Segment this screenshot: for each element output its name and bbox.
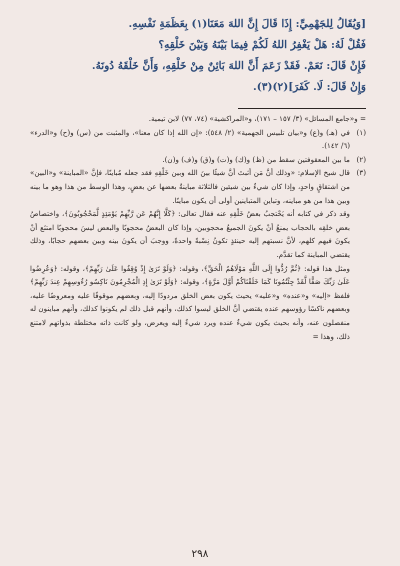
footnote <box>30 112 366 126</box>
footnotes <box>30 112 366 343</box>
footnote <box>30 153 366 167</box>
main-line: وَإِنْ قَالَ: لَا. كَفَرَ](٢)(٣). <box>253 81 366 93</box>
footnote-text: وقد ذكر في كتابه أنه يَحْتجبُ بعضُ خَلْقِهِ عنه فقال تعالى: ﴿كَلَّا إِنَّهُمْ عَن رَّبِّهِمْ يَوْمَئِذٍ لَّمَحْجُوبُونَ﴾، واختصاصُ بعضِ خلقِه بالحجاب يمنعُ أنْ يكونَ الجميعُ محجوبين، وإذا كان البعضُ محجوبًا والبعض ليسَ محجوبًا امتنَع أنْ يكونَ فيهم كلهم، لأنَّ نسبتهم إليه حينئذٍ تكونُ نِسْبةً واحدةً، ووجبَ أن يكونَ بينه وبين بعضهم حجابًا، وذلك يقتضي المباينة كما تقدَّم. <box>30 209 350 259</box>
main-line: [وَيُقَالُ لِلجَهْمِيِّ: إِذَا قَالَ إِنَّ اللهَ مَعَنَا(١) بِعَظَمَةِ نَفْسِهِ. <box>128 18 366 30</box>
footnote-text: في (هـ) و(ع) و«بيان تلبيس الجهمية» (٢/ ٥٤٨): «إن الله إذا كان معنا»، والمثبت من (س) و(ح) و«الدرء» (٦/ ١٤٢). <box>30 127 350 151</box>
footnote-text: = و«جامع المسائل» (٣/ ١٥٧ – ١٧١)، و«المراكشية» (٧٤، ٧٧) لابن تيمية. <box>148 114 366 123</box>
divider-line <box>238 108 366 109</box>
footnote <box>30 126 366 153</box>
footnote-number: (٣) <box>356 168 366 178</box>
footnote-divider <box>30 102 366 112</box>
footnote-paragraph <box>30 262 366 344</box>
footnote <box>30 166 366 207</box>
footnote-text: قال شيخ الإسلام: «وذلك أنَّ مَن أثبتَ أنَّ شيئًا بينَ الله وبين خَلْقِهِ فقد جعله مُباينًا، فإنَّ «المباينة» و«البين» من اشتقاقٍ واحدٍ، وإذا كان شيءٌ بين شيئين فالثلاثة مباينةٌ بعضها عن بعضٍ، وهذا الوسط من هذا وهو ما بينه وبين هذا من هو مباينه، وتباين المتباينين أولى أن يكون مباينًا. <box>30 168 350 205</box>
page-number: ٢٩٨ <box>191 548 209 560</box>
footnote-text: ومثل هذا قوله: ﴿ثُمَّ رُدُّوا إِلَى اللَّهِ مَوْلَاهُمُ الْحَقِّ﴾، وقوله: ﴿وَلَوْ تَرَىٰ إِذْ وُقِفُوا عَلَىٰ رَبِّهِمْ﴾، وقوله: ﴿وَعُرِضُوا عَلَىٰ رَبِّكَ صَفًّا لَّقَدْ جِئْتُمُونَا كَمَا خَلَقْنَاكُمْ أَوَّلَ مَرَّةٍ﴾، وقوله: ﴿وَلَوْ تَرَىٰ إِذِ الْمُجْرِمُونَ نَاكِسُو رُءُوسِهِمْ عِندَ رَبِّهِمْ﴾ فلفظ «إليه» و«عنده» و«عليه» يحيث يكون بعض الخلق مردودًا إليه، وبعضهم موقوفًا عليه ومعروضًا عليه، وبعضهم ناكسًا رؤوسهم عنده يقتضي أنَّ الخلق ليسوا كذلك، وأنهم قبل ذلك لم يكونوا كذلك، وأنهم مباينون له منفصلون عنه، وأنه بحيث يكون شيءٌ عنده ويرد شيءٌ إليه ويعرض، ولو كانت ذاته مختلطة بذواتهم لامتنع ذلك، وهذا = <box>30 263 350 341</box>
main-text <box>30 14 366 98</box>
main-line: فَقُلْ لَهُ: هَلْ يَغْفِرُ اللهُ لَكُمْ فِيمَا بَيْنَهُ وَبَيْنَ خَلْقِهِ؟ <box>158 39 366 51</box>
footnote-paragraph <box>30 207 366 261</box>
main-line: فَإِنْ قَالَ: نَعَمْ. فَقَدْ زَعَمَ أَنَّ اللهَ بَائِنٌ مِنْ خَلْقِهِ، وَأَنَّ خَلْقَهُ دُونَهُ. <box>91 60 366 72</box>
footnote-number: (٢) <box>356 154 366 164</box>
footnote-text: ما بين المعقوفتين سقط من (ظ) و(ك) و(ت) و(ق) و(ف) و(ن). <box>162 154 350 164</box>
footnote-number: (١) <box>356 127 366 137</box>
